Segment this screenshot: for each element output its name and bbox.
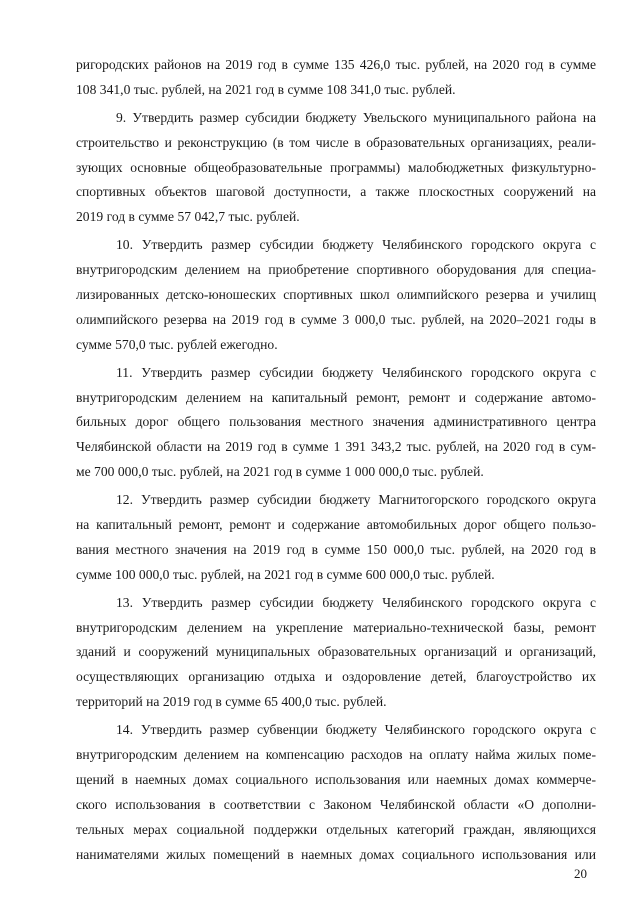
- text-line: 12. Утвердить размер субсидии бюджету Магнитогорского городского округа: [116, 492, 596, 508]
- text-line: строительство и реконструкцию (в том числе в образовательных организациях, реали-: [76, 134, 596, 150]
- paragraph-item-13: [76, 591, 596, 715]
- text-line: нанимателями жилых помещений в наемных домах социального использования или: [76, 846, 596, 862]
- paragraph-item-12: [76, 488, 596, 588]
- text-line: 14. Утвердить размер субвенции бюджету Челябинского городского округа с: [116, 722, 596, 738]
- text-line: тельных мерах социальной поддержки отдельных категорий граждан, являющихся: [76, 821, 596, 837]
- text-line: щений в наемных домах социального использования или наемных домах коммерче-: [76, 771, 596, 787]
- text-line: на капитальный ремонт, ремонт и содержание автомобильных дорог общего пользо-: [76, 517, 596, 533]
- paragraph-item-14: [76, 718, 596, 867]
- paragraph-item-11: [76, 361, 596, 485]
- text-line: спортивных объектов шаговой доступности, а также плоскостных сооружений на: [76, 184, 596, 200]
- text-line: зующих основные общеобразовательные программы) малобюджетных физкультурно-: [76, 159, 596, 175]
- paragraph-continuation: [76, 53, 596, 103]
- text-line: внутригородским делением на приобретение спортивного оборудования для специа-: [76, 262, 596, 278]
- text-line: осуществляющих организацию отдыха и оздоровление детей, благоустройство их: [76, 669, 596, 685]
- page-number: 20: [574, 866, 587, 881]
- text-line: 108 341,0 тыс. рублей, на 2021 год в сумме 108 341,0 тыс. рублей.: [76, 81, 456, 97]
- text-line: 2019 год в сумме 57 042,7 тыс. рублей.: [76, 209, 300, 225]
- text-line: сумме 570,0 тыс. рублей ежегодно.: [76, 336, 278, 352]
- text-line: внутригородским делением на укрепление материально-технической базы, ремонт: [76, 619, 596, 635]
- text-line: олимпийского резерва на 2019 год в сумме 3 000,0 тыс. рублей, на 2020–2021 годы в: [76, 311, 596, 327]
- text-line: Челябинской области на 2019 год в сумме 1 391 343,2 тыс. рублей, на 2020 год в сум-: [76, 439, 596, 455]
- text-line: внутригородским делением на компенсацию расходов на оплату найма жилых поме-: [76, 747, 596, 763]
- text-line: внутригородским делением на капитальный ремонт, ремонт и содержание автомо-: [76, 389, 596, 405]
- text-line: 10. Утвердить размер субсидии бюджету Челябинского городского округа с: [116, 237, 596, 253]
- text-line: лизированных детско-юношеских спортивных школ олимпийского резерва и училищ: [76, 287, 596, 303]
- text-line: вания местного значения на 2019 год в сумме 150 000,0 тыс. рублей, на 2020 год в: [76, 541, 596, 557]
- text-line: бильных дорог общего пользования местного значения административного центра: [76, 414, 596, 430]
- text-line: зданий и сооружений муниципальных образовательных организаций и организаций,: [76, 644, 596, 660]
- text-line: 9. Утвердить размер субсидии бюджету Увельского муниципального района на: [116, 109, 596, 125]
- text-line: сумме 100 000,0 тыс. рублей, на 2021 год в сумме 600 000,0 тыс. рублей.: [76, 566, 495, 582]
- text-line: 13. Утвердить размер субсидии бюджету Челябинского городского округа с: [116, 594, 596, 610]
- paragraph-item-9: [76, 106, 596, 230]
- text-line: 11. Утвердить размер субсидии бюджету Челябинского городского округа с: [116, 364, 596, 380]
- text-line: ригородских районов на 2019 год в сумме 135 426,0 тыс. рублей, на 2020 год в сумме: [76, 57, 596, 72]
- document-body: [76, 53, 596, 868]
- text-line: территорий на 2019 год в сумме 65 400,0 тыс. рублей.: [76, 694, 387, 710]
- paragraph-item-10: [76, 233, 596, 357]
- text-line: ского использования в соответствии с Законом Челябинской области «О дополни-: [76, 796, 596, 812]
- text-line: ме 700 000,0 тыс. рублей, на 2021 год в сумме 1 000 000,0 тыс. рублей.: [76, 464, 484, 480]
